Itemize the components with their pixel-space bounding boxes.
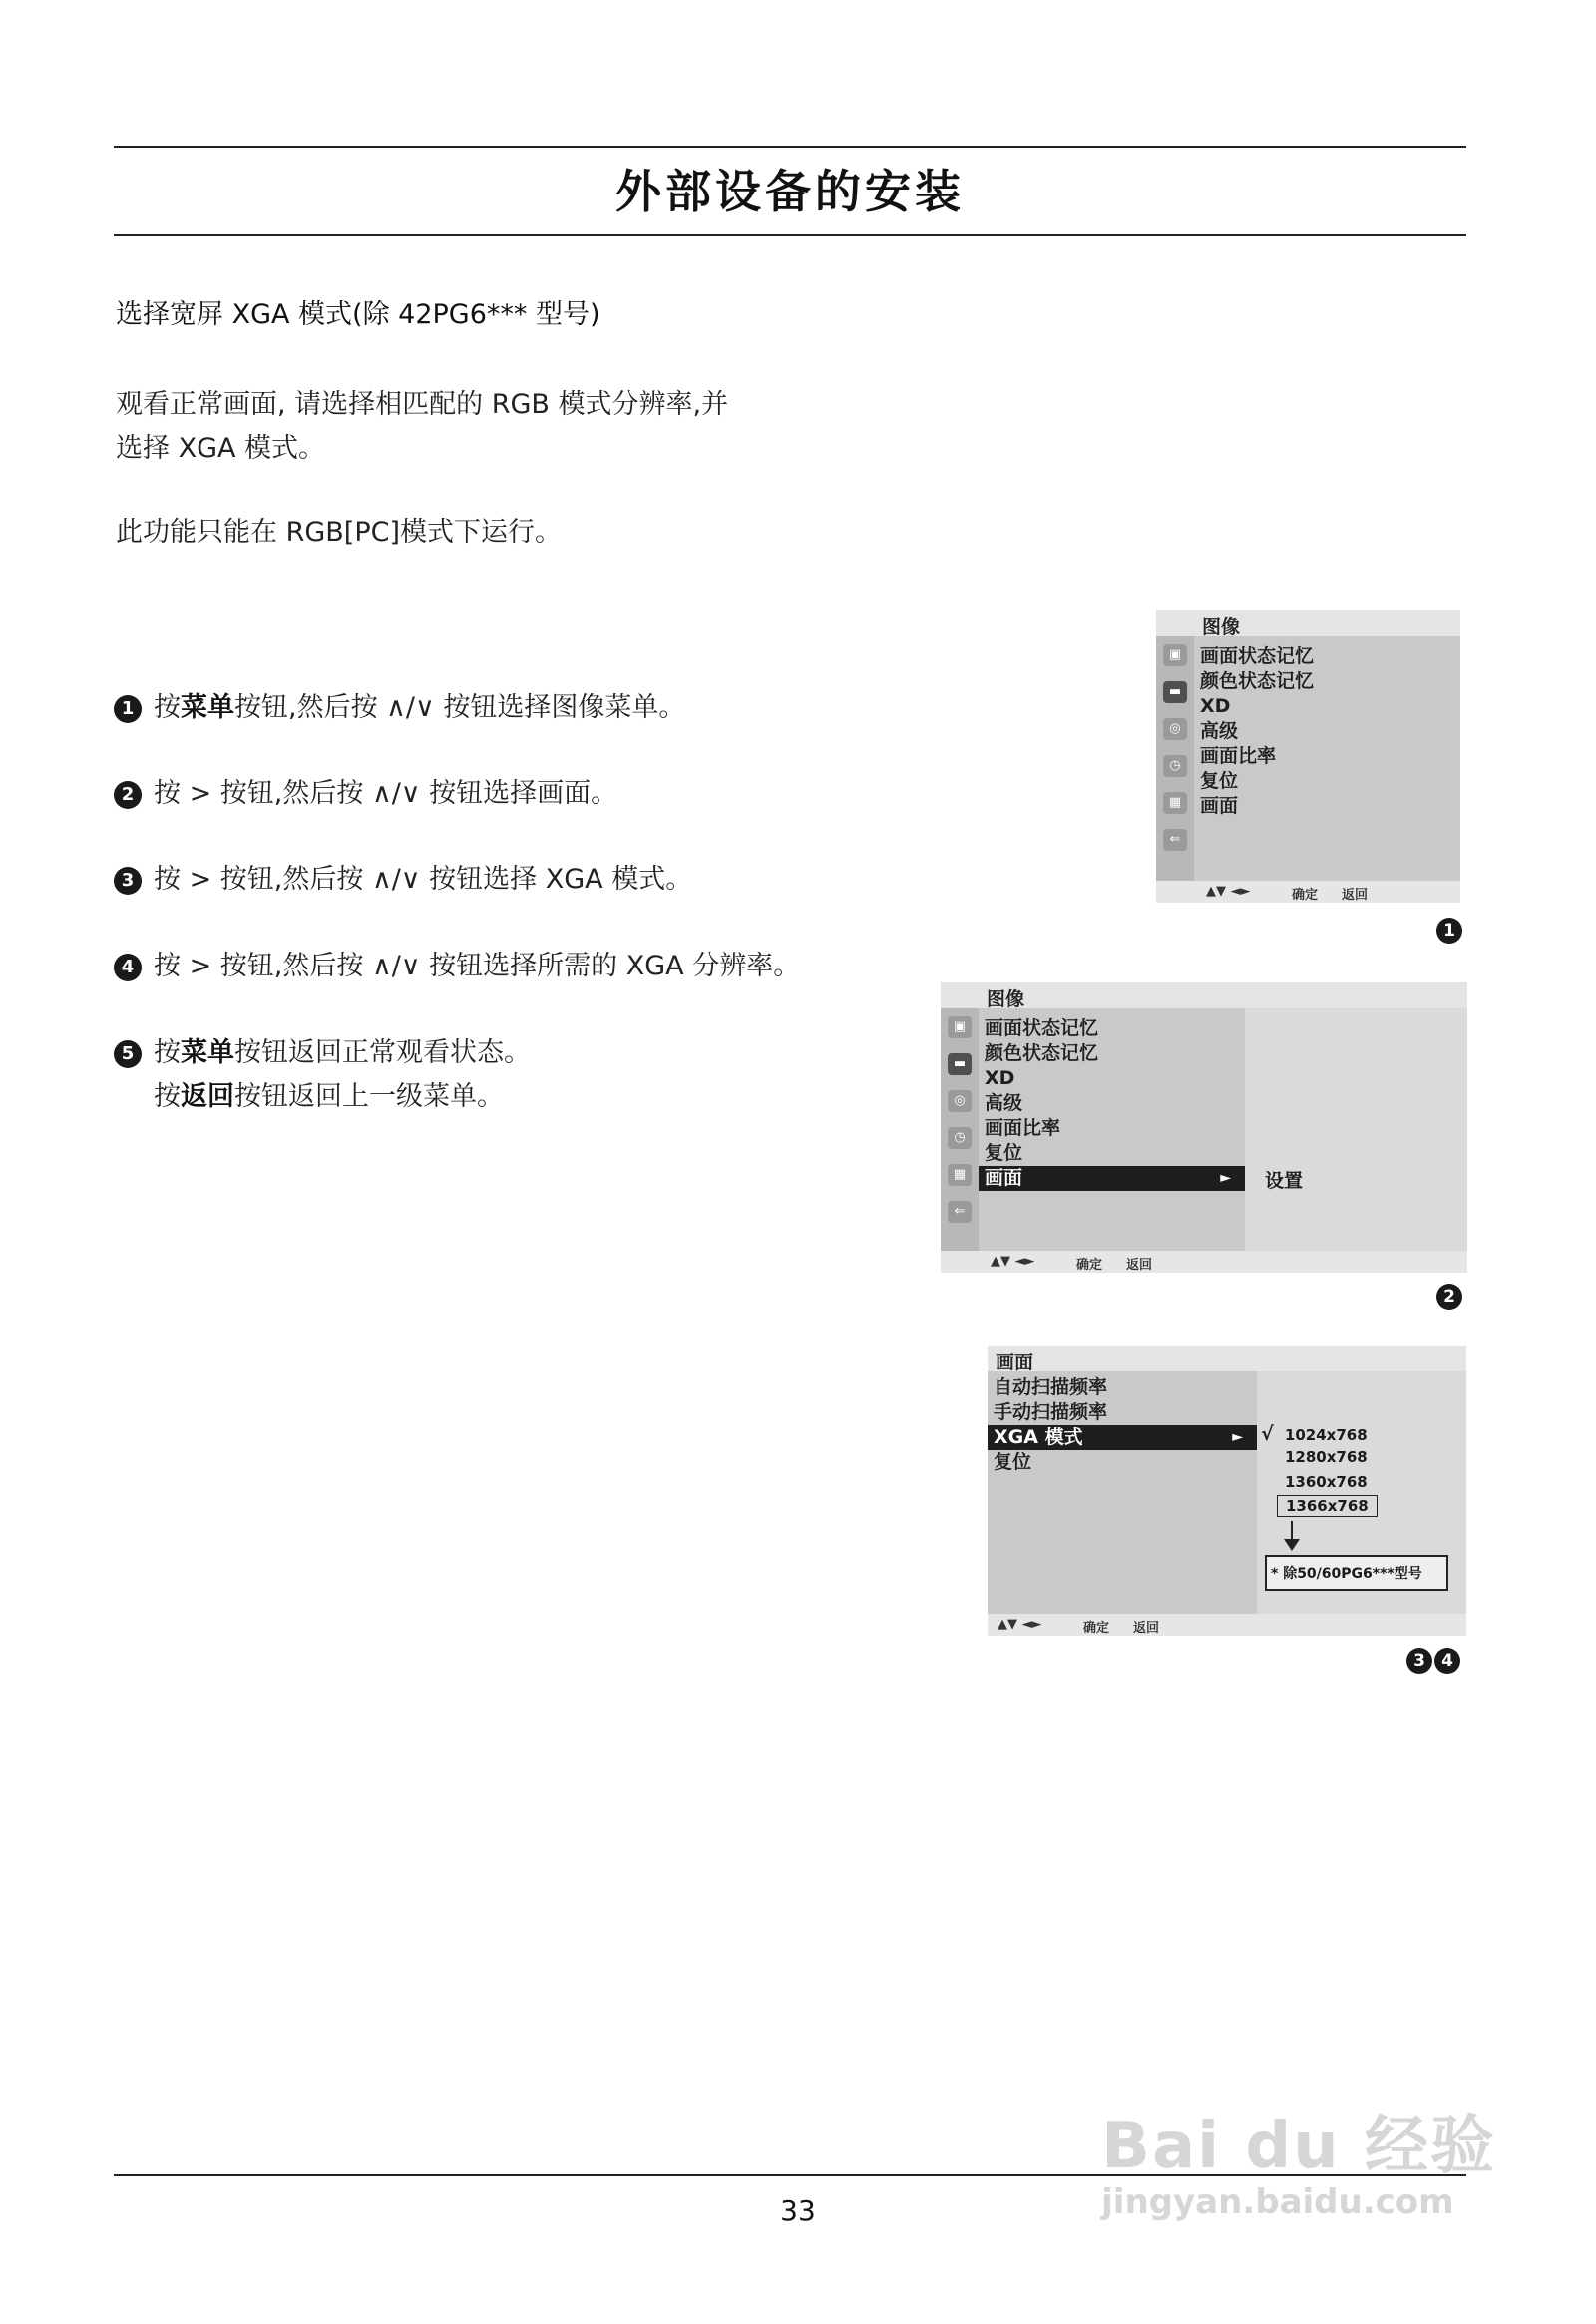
- menu-item[interactable]: XD: [1200, 695, 1231, 717]
- menu-item[interactable]: 复位: [985, 1142, 1023, 1164]
- menu-item[interactable]: 复位: [994, 1451, 1032, 1473]
- menu-item[interactable]: 画面状态记忆: [1200, 645, 1315, 667]
- baidu-watermark: [1101, 2095, 1496, 2222]
- osd-title: 图像: [941, 982, 1467, 1008]
- osd-title: 画面: [988, 1346, 1466, 1371]
- step-number: 5: [114, 1040, 142, 1068]
- section-subheading: 选择宽屏 XGA 模式(除 42PG6*** 型号): [116, 299, 600, 330]
- menu-item[interactable]: 手动扫描频率: [994, 1401, 1108, 1423]
- osd-menu-list: [1194, 644, 1460, 819]
- menu-item[interactable]: 画面比率: [985, 1117, 1061, 1139]
- down-arrow-head: [1284, 1539, 1300, 1551]
- top-rule: [114, 146, 1466, 148]
- osd-footer: ▲▼ ◄► 确定 返回: [941, 1251, 1467, 1273]
- resolution-option[interactable]: 1360x768: [1285, 1473, 1368, 1491]
- osd-submenu-panel: [1245, 1008, 1467, 1251]
- sound-icon: ◎: [1163, 718, 1187, 740]
- step-3: 3 按 > 按钮,然后按 ∧/∨ 按钮选择 XGA 模式。: [114, 858, 692, 902]
- page-title: 外部设备的安装: [615, 165, 965, 218]
- time-icon: ◷: [1163, 755, 1187, 777]
- figure-label-3-4: 3 4: [1406, 1648, 1462, 1674]
- step-1: 1 按菜单按钮,然后按 ∧/∨ 按钮选择图像菜单。: [114, 686, 685, 730]
- menu-item[interactable]: 画面状态记忆: [985, 1017, 1099, 1039]
- submenu-setting[interactable]: 设置: [1265, 1170, 1304, 1192]
- osd-title: 图像: [1156, 610, 1460, 636]
- menu-keyword: 菜单: [181, 692, 234, 723]
- osd-picture-submenu: [941, 982, 1467, 1273]
- figure-label-2: 2: [1436, 1284, 1464, 1310]
- model-exclusion-note: * 除50/60PG6***型号: [1265, 1555, 1448, 1591]
- step-number: 1: [114, 695, 142, 723]
- time-icon: ◷: [948, 1127, 972, 1149]
- figure-label-1: 1: [1436, 918, 1464, 944]
- step-number: 3: [114, 867, 142, 895]
- menu-item[interactable]: 颜色状态记忆: [1200, 670, 1315, 692]
- osd-icon-column: [941, 1008, 979, 1251]
- down-arrow-icon: [1291, 1521, 1293, 1541]
- step-number: 2: [114, 781, 142, 809]
- check-icon: √: [1261, 1423, 1274, 1445]
- osd-menu-list: [979, 1016, 1245, 1191]
- back-keyword: 返回: [181, 1081, 234, 1112]
- menu-item[interactable]: 画面比率: [1200, 745, 1277, 767]
- right-arrow-icon: ►: [1232, 1429, 1243, 1445]
- menu-item[interactable]: 画面: [1200, 795, 1239, 817]
- screen-icon: ▬: [948, 1053, 972, 1075]
- lock-icon: ▦: [1163, 792, 1187, 814]
- intro-paragraph: [116, 383, 728, 471]
- picture-icon: ▣: [1163, 644, 1187, 666]
- osd-resolution-panel: [1257, 1371, 1466, 1614]
- menu-item[interactable]: 高级: [985, 1092, 1023, 1114]
- title-underline: [114, 234, 1466, 236]
- screen-icon: ▬: [1163, 681, 1187, 703]
- mode-note: 此功能只能在 RGB[PC]模式下运行。: [116, 517, 562, 548]
- osd-footer: ▲▼ ◄► 确定 返回: [988, 1614, 1466, 1636]
- watermark-url: jingyan.baidu.com: [1101, 2182, 1454, 2222]
- menu-item[interactable]: XD: [985, 1067, 1015, 1089]
- menu-item-selected[interactable]: 画面 ►: [979, 1166, 1245, 1191]
- intro-line-2: 选择 XGA 模式。: [116, 433, 326, 464]
- watermark-logo: Bai du 经验: [1101, 2110, 1496, 2183]
- page-number: 33: [780, 2194, 816, 2227]
- step-number: 4: [114, 954, 142, 981]
- menu-keyword: 菜单: [181, 1037, 234, 1068]
- osd-icon-column: [1156, 636, 1194, 881]
- osd-menu-list: [988, 1375, 1257, 1475]
- resolution-option-selected[interactable]: √ 1024x768: [1261, 1423, 1368, 1445]
- input-icon: ⇐: [948, 1201, 972, 1223]
- menu-item-selected[interactable]: XGA 模式 ►: [988, 1425, 1257, 1450]
- osd-footer: ▲▼ ◄► 确定 返回: [1156, 881, 1460, 903]
- step-4: 4 按 > 按钮,然后按 ∧/∨ 按钮选择所需的 XGA 分辨率。: [114, 945, 800, 988]
- step-2: 2 按 > 按钮,然后按 ∧/∨ 按钮选择画面。: [114, 772, 617, 816]
- right-arrow-icon: ►: [1220, 1170, 1231, 1186]
- menu-item[interactable]: 自动扫描频率: [994, 1376, 1108, 1398]
- picture-icon: ▣: [948, 1016, 972, 1038]
- osd-screen-menu: [988, 1346, 1466, 1636]
- intro-line-1: 观看正常画面, 请选择相匹配的 RGB 模式分辨率,并: [116, 389, 729, 420]
- resolution-option[interactable]: 1280x768: [1285, 1448, 1368, 1466]
- osd-picture-menu: [1156, 610, 1460, 903]
- step-5: 5 按菜单按钮返回正常观看状态。 按返回按钮返回上一级菜单。: [114, 1031, 531, 1119]
- sound-icon: ◎: [948, 1090, 972, 1112]
- input-icon: ⇐: [1163, 829, 1187, 851]
- lock-icon: ▦: [948, 1164, 972, 1186]
- menu-item[interactable]: 高级: [1200, 720, 1239, 742]
- menu-item[interactable]: 复位: [1200, 770, 1239, 792]
- resolution-option-boxed[interactable]: 1366x768: [1277, 1495, 1378, 1517]
- menu-item[interactable]: 颜色状态记忆: [985, 1042, 1099, 1064]
